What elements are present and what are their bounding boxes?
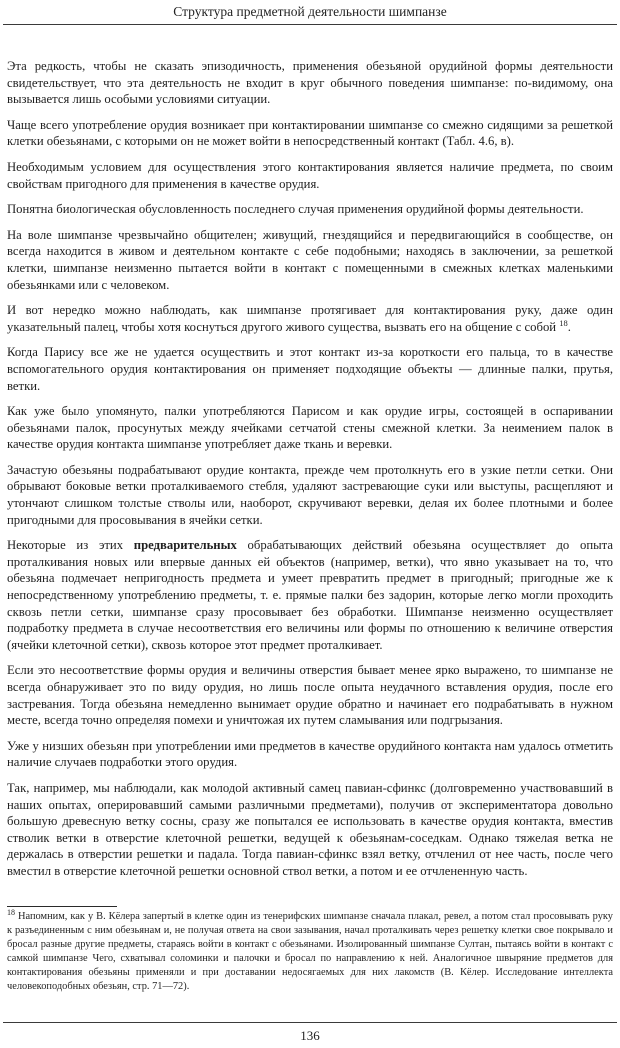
footnote-text: Напомним, как у В. Кёлера запертый в клетке один из тенерифских шимпанзе сначала плакал, ревел, а потом стал просовывать руку к разъединенным с ним обезьянам и, не получая ответа на свои зазывания, начал проталкивать через решетку клетки свое покрывало и бросал разные другие предметы, стараясь войти в контакт с обезьянами. Изолированный шимпанзе Султан, пытаясь войти в контакт с самкой шимпанзе Чего, схватывал соломинки и палочки и бросал по направлению к ней. Аналогичное швыряние предметов для контактирования обезьяны применяли и при доставании недосягаемых для них лакомств (В. Кёлер. Исследование интеллекта человекоподобных обезьян, стр. 71—72). bbox=[7, 911, 613, 992]
page-footer bbox=[3, 1022, 617, 1045]
footnote-reference: 18 bbox=[559, 317, 568, 328]
paragraph: Чаще всего употребление орудия возникает при контактировании шимпанзе со смежно сидящими за решеткой клетки обезьянами, с которыми он не может войти в непосредственный контакт (Табл. 4.6, в). bbox=[7, 117, 613, 149]
paragraph: Если это несоответствие формы орудия и величины отверстия бывает менее ярко выражено, то шимпанзе не всегда обнаруживает это по виду орудия, но лишь после опыта неудачного вставления орудия, после его застревания. Тогда обезьяна немедленно вынимает орудие обратно и начинает его подрабатывать в нужном месте, всегда точно определяя помехи и уничтожая их путем сламывания или подгрызания. bbox=[7, 663, 613, 728]
paragraph: Понятна биологическая обусловленность последнего случая применения орудийной формы деятельности. bbox=[7, 202, 584, 217]
paragraph: На воле шимпанзе чрезвычайно общителен; живущий, гнездящийся и передвигающийся в сообществе, он всегда находится в живом и деятельном контакте с себе подобными; находясь в заключении, за решеткой клетки, шимпанзе неизменно пытается войти в контакт с помещенными в смежных клетках маленькими обезьянками или с человеком. bbox=[7, 227, 613, 292]
paragraph: Как уже было упомянуто, палки употребляются Парисом и как орудие игры, состоящей в оспаривании обезьянами палок, просунутых между ячейками сетчатой стены смежной клетки. За неимением палок в качестве орудия контакта шимпанзе употребляет даже ткань и веревки. bbox=[7, 404, 613, 452]
paragraph-text: И вот нередко можно наблюдать, как шимпанзе протягивает для контактирования руку, даже один указательный палец, чтобы хотя коснуться другого живого существа, вызвать его на общение с собой bbox=[7, 303, 613, 334]
footnote-marker: 18 bbox=[7, 907, 15, 917]
page-body bbox=[7, 58, 613, 904]
paragraph bbox=[7, 302, 613, 335]
paragraph: Когда Парису все же не удается осуществить и этот контакт из-за короткости его пальца, то в качестве вспомогательного орудия контактирования он применяет подходящие объекты — длинные палки, прутья, ветки. bbox=[7, 345, 613, 393]
bold-emphasis: предварительных bbox=[133, 538, 237, 553]
paragraph-text: обрабатывающих действий обезьяна осуществляет до опыта проталкивания новых или впервые данных ей объектов (например, ветки), что явно указывает на то, что обезьяна подмечает непригодность предмета и умеет превратить предмет в пригодный; пригодные же к непосредственному употреблению предметы, т. е. прямые палки без задорин, которые легко могли проходить сквозь петли сетки, шимпанзе сразу просовывает без обработки. Шимпанзе неизменно осуществляет подработку предмета в случае несоответствия его величины или формы по отношению к величине отверстия (ячейки клеточной сетки), сквозь которое этот предмет проталкивает. bbox=[7, 538, 613, 652]
page-number: 136 bbox=[300, 1028, 320, 1043]
footnote-block bbox=[7, 906, 613, 993]
paragraph bbox=[7, 537, 613, 653]
footnote-separator bbox=[7, 906, 117, 907]
paragraph: Эта редкость, чтобы не сказать эпизодичность, применения обезьяной орудийной формы деятельности свидетельствует, что эта деятельность не входит в круг обычного поведения шимпанзе: по-видимому, она вызывается лишь особыми условиями ситуации. bbox=[7, 59, 613, 107]
paragraph: Так, например, мы наблюдали, как молодой активный самец павиан-сфинкс (долговременно участвовавший в наших опытах, оперировавший самыми различными предметами), получив от экспериментатора довольно большую древесную ветку сосны, сразу же попытался ее использовать в качестве орудия контакта, вместив стволик ветки в отверстие клеточной решетки, ведущей к обезьянам-соседкам. Однако тяжелая ветка не держалась в отверстии решетки и падала. Тогда павиан-сфинкс взял ветку, отчленил от нее часть, после чего вместил в отверстие клеточной решетки основной ствол ветки, а потом и ее отчлененную часть. bbox=[7, 780, 613, 878]
paragraph: Зачастую обезьяны подрабатывают орудие контакта, прежде чем протолкнуть его в узкие петли сетки. Они обрывают боковые ветки проталкиваемого стебля, удаляют застревающие суки или выступы, расщепляют и утончают слишком толстые стволы или, наоборот, скручивают веревки, делая их более плотными и более пригодными для просовывания в ячейки сетки. bbox=[7, 462, 613, 527]
page-title: Структура предметной деятельности шимпанзе bbox=[173, 4, 447, 19]
paragraph-text: . bbox=[567, 319, 571, 334]
paragraph-text: Некоторые из этих bbox=[7, 538, 134, 553]
running-header bbox=[3, 0, 617, 25]
paragraph: Уже у низших обезьян при употреблении ими предметов в качестве орудийного контакта нам удалось отметить наличие случаев подработки этого орудия. bbox=[7, 738, 613, 770]
footnote bbox=[7, 907, 613, 993]
paragraph: Необходимым условием для осуществления этого контактирования является наличие предмета, по своим свойствам пригодного для применения в качестве орудия. bbox=[7, 159, 613, 191]
